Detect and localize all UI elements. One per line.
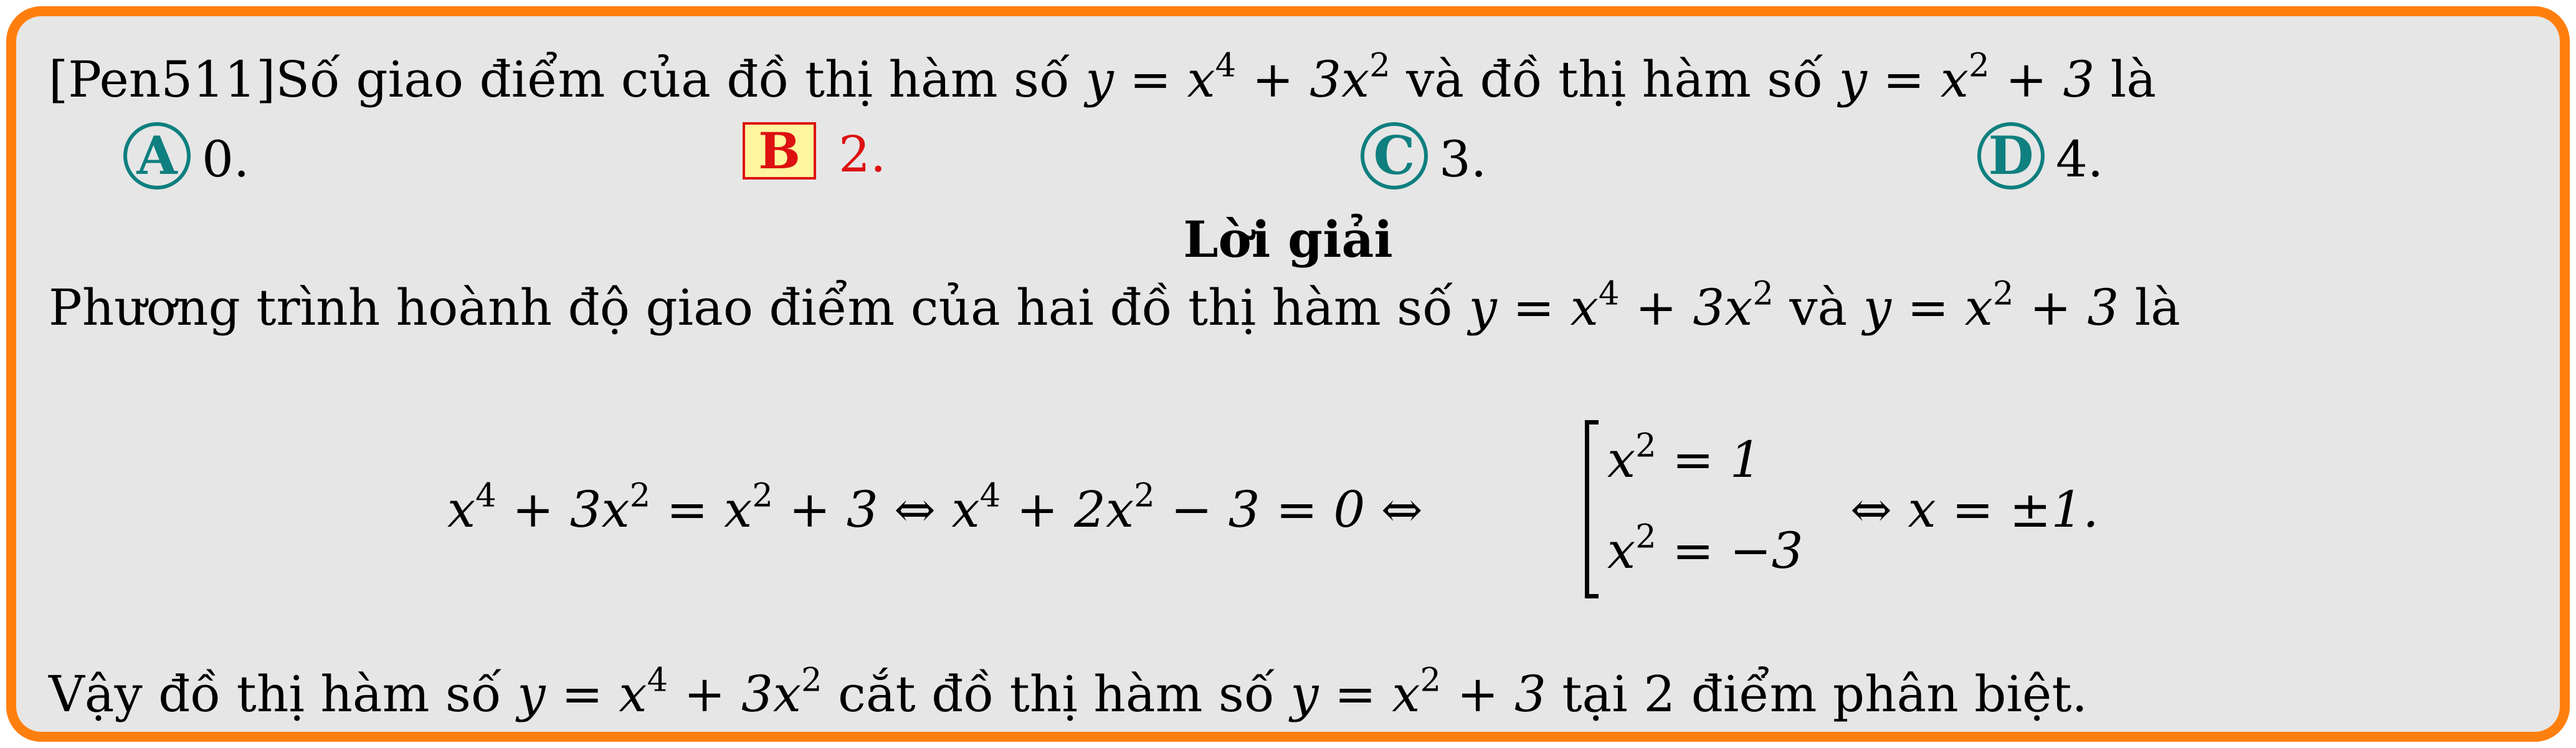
case-1: $x^2 = 1$ [1607,426,1762,489]
option-a[interactable]: A 0. [123,126,249,193]
solution-title: Lời giải [1183,210,1393,269]
option-c-marker: C [1361,122,1428,189]
function-2: $y = x^2 + 3$ [1838,46,2095,108]
question-id: [Pen511] [49,50,276,108]
option-b-correct[interactable]: B 2. [743,126,886,183]
question-card [6,6,2570,742]
case-bracket [1585,420,1599,598]
function-1: $y = x^4 + 3x^2$ [1085,46,1390,108]
equation-left: $x^4 + 3x^2 = x^2 + 3$ ⇔ $x^4 + 2x^2 - 3 = 0$ ⇔ [447,476,1423,539]
option-b-marker: B [743,122,816,180]
option-c[interactable]: C 3. [1361,126,1486,193]
conclusion: Vậy đồ thị hàm số $y = x^4 + 3x^2$ cắt đồ thị hàm số $y = x^2 + 3$ tại 2 điểm phân biệt. [49,661,2088,723]
question-text: [Pen511]Số giao điểm của đồ thị hàm số $y = x^4 + 3x^2$ và đồ thị hàm số $y = x^2 + 3$ là [49,46,2157,108]
case-2: $x^2 = -3$ [1607,517,1804,580]
equation-right: ⇔ x = ±1. [1850,481,2099,539]
solution-intro: Phương trình hoành độ giao điểm của hai đồ thị hàm số $y = x^4 + 3x^2$ và $y = x^2 + 3$ là [49,274,2180,337]
option-d-marker: D [1977,122,2045,189]
option-a-marker: A [123,122,191,189]
option-d[interactable]: D 4. [1977,126,2103,193]
